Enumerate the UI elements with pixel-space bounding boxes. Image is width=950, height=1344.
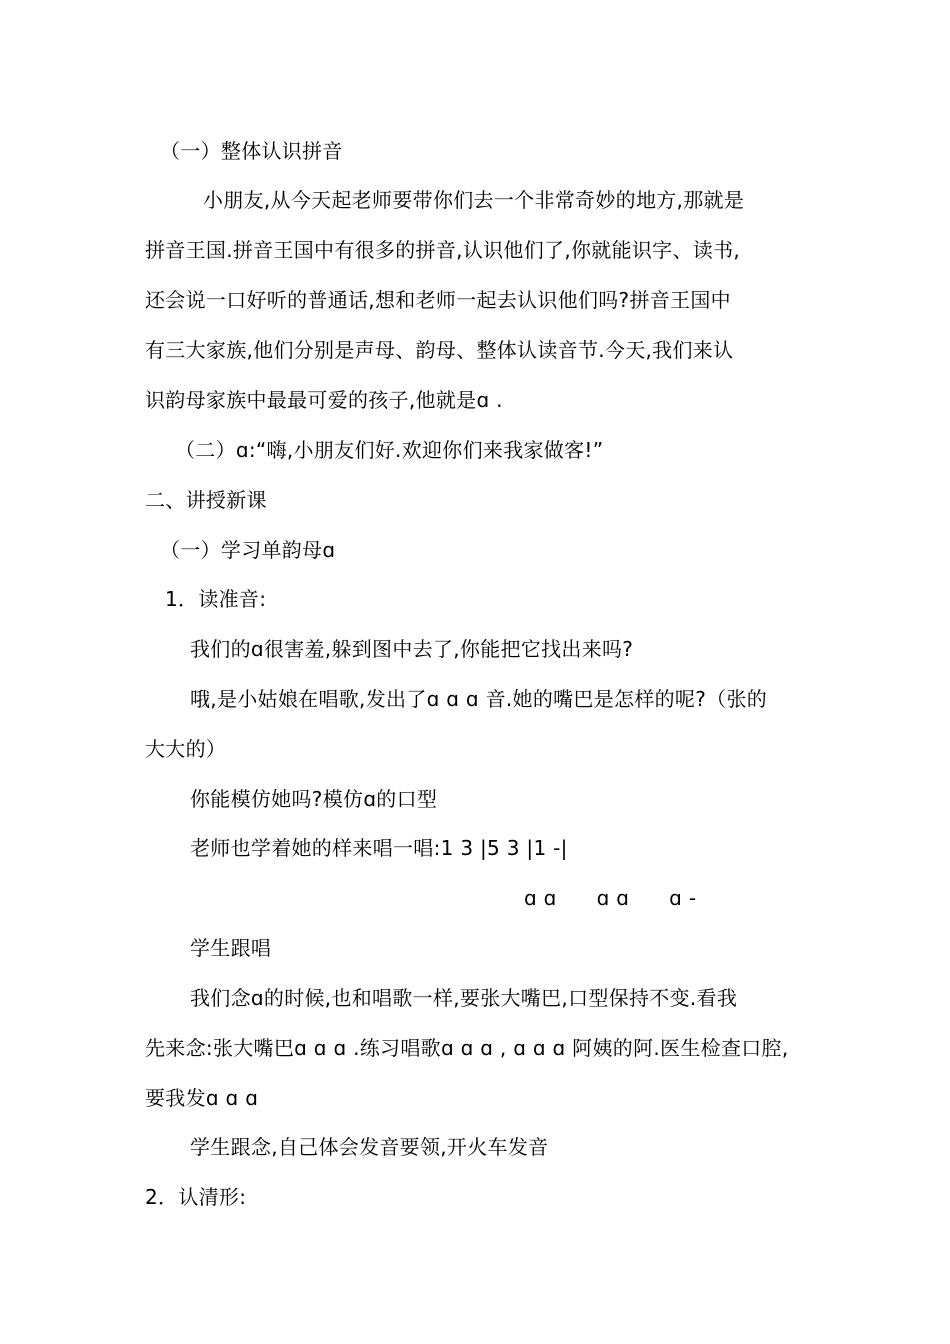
paragraph-line: 小朋友,从今天起老师要带你们去一个非常奇妙的地方,那就是 [203,188,745,212]
chapter-heading-new-lesson: 二、讲授新课 [145,488,267,512]
paragraph-line: 还会说一口好听的普通话,想和老师一起去认识他们吗?拼音王国中 [145,288,731,312]
step-heading-pronunciation: 1．读准音: [165,587,267,611]
paragraph-line: 我们的ɑ很害羞,躲到图中去了,你能把它找出来吗? [190,637,634,661]
paragraph-line: 要我发ɑ ɑ ɑ [145,1086,259,1110]
paragraph-line: 先来念:张大嘴巴ɑ ɑ ɑ .练习唱歌ɑ ɑ ɑ , ɑ ɑ ɑ 阿姨的阿.医生检查口腔, [145,1036,789,1060]
paragraph-line: 学生跟唱 [190,936,272,960]
section-heading-learn-a: （一）学习单韵母ɑ [160,538,336,562]
paragraph-line: 有三大家族,他们分别是声母、韵母、整体认读音节.今天,我们来认 [145,338,734,362]
paragraph-line-song-notation: 老师也学着她的样来唱一唱:1 3 |5 3 |1 -| [190,836,568,860]
step-heading-shape: 2．认清形: [145,1185,247,1209]
paragraph-line: 我们念ɑ的时候,也和唱歌一样,要张大嘴巴,口型保持不变.看我 [190,986,738,1010]
paragraph-line: 拼音王国.拼音王国中有很多的拼音,认识他们了,你就能识字、读书, [145,238,741,262]
song-lyrics-line: ɑ ɑ ɑ ɑ ɑ - [524,886,697,910]
paragraph-line: 大大的） [145,737,227,761]
section-heading-overall-pinyin: （一）整体认识拼音 [160,139,343,163]
paragraph-line: 哦,是小姑娘在唱歌,发出了ɑ ɑ ɑ 音.她的嘴巴是怎样的呢?（张的 [190,687,768,711]
paragraph-line: 识韵母家族中最最可爱的孩子,他就是ɑ . [145,388,503,412]
paragraph-line: 你能模仿她吗?模仿ɑ的口型 [190,787,438,811]
paragraph-line: 学生跟念,自己体会发音要领,开火车发音 [190,1135,549,1159]
section-heading-greeting: （二）ɑ:“嗨,小朋友们好.欢迎你们来我家做客!” [175,438,604,462]
